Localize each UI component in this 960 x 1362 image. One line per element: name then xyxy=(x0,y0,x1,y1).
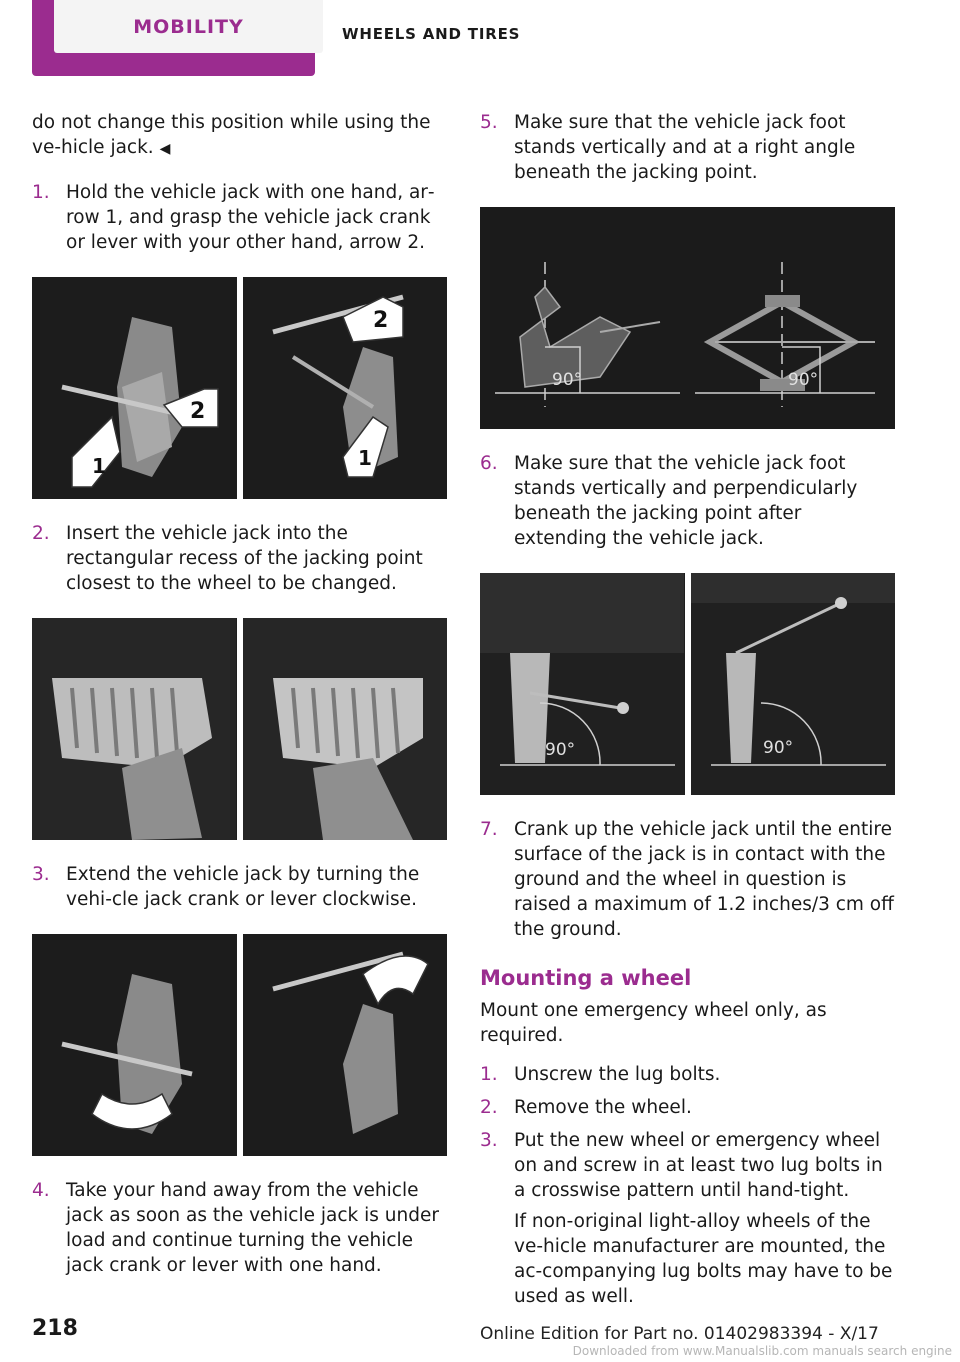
angle-label: 90° xyxy=(552,370,583,390)
arrow-label-1: 1 xyxy=(92,454,106,478)
jack-angle-diagram xyxy=(480,207,895,429)
arrow-label-2b: 2 xyxy=(372,308,388,333)
intro-paragraph xyxy=(32,110,447,162)
angle-label: 90° xyxy=(788,370,819,390)
section-heading: Mounting a wheel xyxy=(480,966,692,990)
step-2 xyxy=(32,521,447,596)
step-text: Crank up the vehicle jack until the entire surface of the jack is in contact with the ground and the wheel in question is raised a maximum of 1.2 inches/3 cm off the ground. xyxy=(514,819,894,940)
end-mark-icon: ◀ xyxy=(159,141,171,157)
figure-jack-arrows xyxy=(32,277,447,499)
page-number: 218 xyxy=(32,1316,78,1341)
chapter-tab-label: MOBILITY xyxy=(133,15,244,38)
jack-arrows-left-image xyxy=(32,277,237,499)
step-number: 5. xyxy=(480,112,498,133)
header-tab-inner[interactable] xyxy=(54,0,323,53)
arrow-label-1b: 1 xyxy=(357,446,372,470)
arrow-label-2: 2 xyxy=(190,399,206,424)
crank-rotation-right-image xyxy=(243,934,448,1156)
right-column xyxy=(480,110,895,1309)
mount-note: If non-original light-alloy wheels of the ve‐hicle manufacturer are mounted, the ac‐companying lug bolts may have to be used as well. xyxy=(514,1211,893,1307)
step-text: Make sure that the vehicle jack foot stands vertically and perpendicularly beneath the jacking point after extending the vehicle jack. xyxy=(514,453,858,549)
step-3 xyxy=(32,862,447,912)
step-number: 6. xyxy=(480,453,498,474)
step-1 xyxy=(32,180,447,255)
step-number: 2. xyxy=(480,1097,498,1118)
step-text: Insert the vehicle jack into the rectangular recess of the jacking point closest to the wheel to be changed. xyxy=(66,523,423,594)
step-number: 3. xyxy=(32,864,50,885)
figure-crank-rotation xyxy=(32,934,447,1156)
step-5 xyxy=(480,110,895,185)
jack-arrows-right-image xyxy=(243,277,448,499)
step-4 xyxy=(32,1178,447,1278)
mount-step-2 xyxy=(480,1095,895,1120)
step-text: Put the new wheel or emergency wheel on and screw in at least two lug bolts in a crosswise pattern until hand-tight. xyxy=(514,1130,883,1201)
jacking-point-left-image xyxy=(32,618,237,840)
edition-note: Online Edition for Part no. 01402983394 - X/17 xyxy=(480,1324,879,1344)
left-column xyxy=(32,110,447,1300)
step-number: 1. xyxy=(480,1064,498,1085)
step-text: Take your hand away from the vehicle jack as soon as the vehicle jack is under load and continue turning the vehicle jack crank or lever with one hand. xyxy=(66,1180,439,1276)
step-7 xyxy=(480,817,895,942)
extended-jack-left-image xyxy=(480,573,685,795)
angle-label: 90° xyxy=(762,738,793,758)
step-text: Hold the vehicle jack with one hand, ar‐row 1, and grasp the vehicle jack crank or lever with your other hand, arrow 2. xyxy=(66,182,435,253)
section-title: WHEELS AND TIRES xyxy=(342,25,521,43)
step-text: Remove the wheel. xyxy=(514,1097,692,1118)
step-text: Extend the vehicle jack by turning the vehi‐cle jack crank or lever clockwise. xyxy=(66,864,420,910)
step-number: 2. xyxy=(32,523,50,544)
intro-text: do not change this position while using the ve‐hicle jack. xyxy=(32,112,431,158)
step-text: Make sure that the vehicle jack foot stands vertically and at a right angle beneath the jacking point. xyxy=(514,112,856,183)
mount-step-3 xyxy=(480,1128,895,1203)
jacking-point-right-image xyxy=(243,618,448,840)
step-6 xyxy=(480,451,895,551)
step-number: 7. xyxy=(480,819,498,840)
mount-step-1 xyxy=(480,1062,895,1087)
figure-jacking-point xyxy=(32,618,447,840)
header-tab xyxy=(32,0,315,76)
figure-extended-jack xyxy=(480,573,895,795)
step-number: 1. xyxy=(32,182,50,203)
step-number: 3. xyxy=(480,1130,498,1151)
crank-rotation-left-image xyxy=(32,934,237,1156)
watermark: Downloaded from www.Manualslib.com manuals search engine xyxy=(572,1344,952,1358)
angle-label: 90° xyxy=(545,740,576,760)
section-intro: Mount one emergency wheel only, as required. xyxy=(480,1000,827,1046)
step-number: 4. xyxy=(32,1180,50,1201)
step-text: Unscrew the lug bolts. xyxy=(514,1064,721,1085)
extended-jack-right-image xyxy=(691,573,896,795)
